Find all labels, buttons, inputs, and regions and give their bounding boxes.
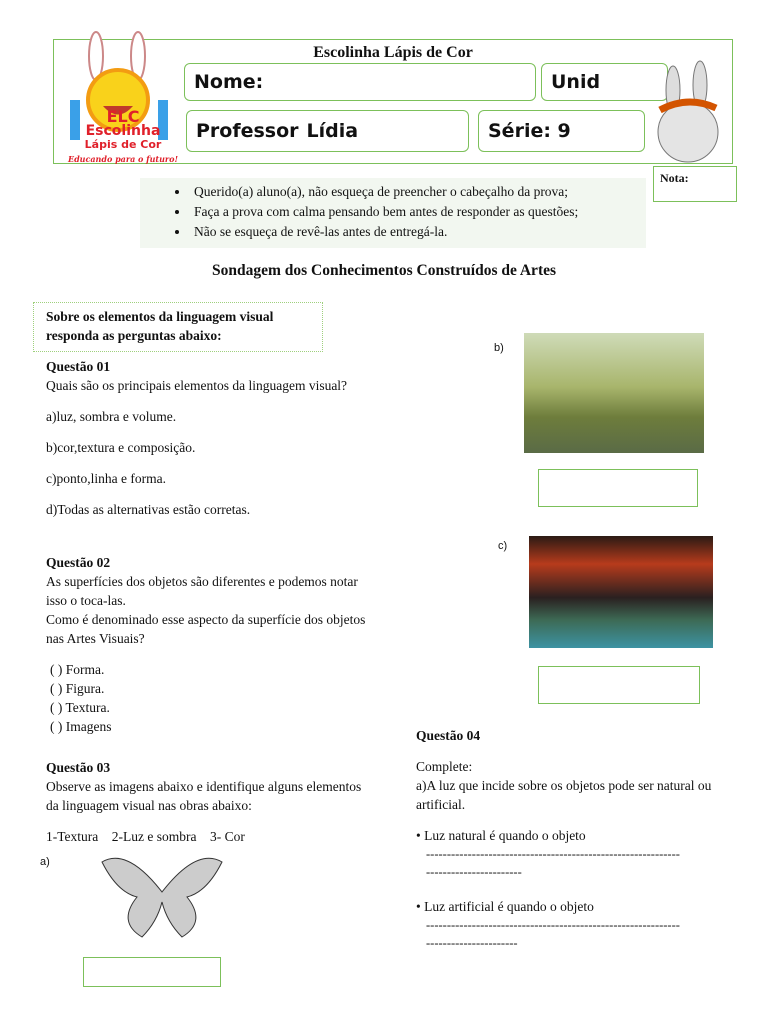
bullet-natural: Luz natural é quando o objeto bbox=[424, 828, 586, 843]
butterfly-image bbox=[97, 852, 227, 942]
answer-line[interactable]: ------------------------------------------------------------- bbox=[426, 847, 680, 861]
option-forma[interactable]: ( ) Forma. bbox=[50, 662, 105, 677]
option-b[interactable]: b)cor,textura e composição. bbox=[46, 440, 196, 455]
answer-box-b[interactable] bbox=[538, 469, 698, 507]
intro-box: Sobre os elementos da linguagem visual responda as perguntas abaixo: bbox=[33, 302, 323, 352]
exam-title: Sondagem dos Conhecimentos Construídos de Artes bbox=[211, 262, 557, 279]
answer-box-c[interactable] bbox=[538, 666, 700, 704]
bunny-icon bbox=[648, 60, 728, 164]
question-2-text2: Como é denominado esse aspecto da superfície dos objetos nas Artes Visuais? bbox=[46, 612, 366, 646]
option-textura[interactable]: ( ) Textura. bbox=[50, 700, 110, 715]
logo-elc: ELC bbox=[106, 107, 140, 126]
option-d[interactable]: d)Todas as alternativas estão corretas. bbox=[46, 502, 251, 517]
answer-line[interactable]: ----------------------- bbox=[426, 865, 522, 879]
question-2-text: As superfícies dos objetos são diferentes e podemos notar isso o toca-las. bbox=[46, 574, 358, 608]
question-1 bbox=[46, 357, 376, 519]
instruction-item: • Faça a prova com calma pensando bem antes de responder as questões; bbox=[190, 202, 646, 222]
option-imagens[interactable]: ( ) Imagens bbox=[50, 719, 112, 734]
image-a-label: a) bbox=[40, 856, 50, 868]
question-3-title: Questão 03 bbox=[46, 760, 111, 775]
logo-lapis: Lápis de Cor bbox=[84, 138, 162, 151]
answer-line[interactable]: ---------------------- bbox=[426, 936, 518, 950]
question-1-title: Questão 01 bbox=[46, 359, 111, 374]
answer-box-a[interactable] bbox=[83, 957, 221, 987]
professor-name: Lídia bbox=[306, 120, 359, 142]
grade-box[interactable] bbox=[653, 166, 737, 202]
question-2 bbox=[46, 553, 376, 736]
question-4: Questão 04 Complete: a)A luz que incide sobre os objetos pode ser natural ou artificial. • Luz natural é quando o objeto ------------------------------------------------------------- ----------------------- • Luz artificial é quando o objeto ------------------------------------------------------------- ---------------------- bbox=[416, 726, 746, 952]
question-3-legend: 1-Textura 2-Luz e sombra 3- Cor bbox=[46, 829, 245, 844]
option-c[interactable]: c)ponto,linha e forma. bbox=[46, 471, 166, 486]
logo-slogan: Educando para o futuro! bbox=[67, 154, 178, 164]
question-3 bbox=[46, 758, 366, 846]
option-a[interactable]: a)luz, sombra e volume. bbox=[46, 409, 177, 424]
landscape-painting-image bbox=[524, 333, 704, 453]
bullet-artificial: Luz artificial é quando o objeto bbox=[424, 899, 594, 914]
instruction-item: • Não se esqueça de revê-las antes de entregá-la. bbox=[190, 222, 646, 242]
question-4-text: a)A luz que incide sobre os objetos pode ser natural ou artificial. bbox=[416, 778, 712, 812]
professor-label: Professor bbox=[196, 120, 299, 142]
name-field[interactable] bbox=[184, 63, 536, 101]
answer-line[interactable]: ------------------------------------------------------------- bbox=[426, 918, 680, 932]
unit-label: Unid bbox=[551, 71, 601, 93]
question-4-complete: Complete: bbox=[416, 759, 473, 774]
school-logo bbox=[58, 28, 188, 163]
serie-label: Série: 9 bbox=[488, 120, 571, 142]
question-4-title: Questão 04 bbox=[416, 728, 481, 743]
image-b-label: b) bbox=[494, 342, 504, 354]
logo-escolinha: Escolinha bbox=[85, 123, 161, 139]
option-figura[interactable]: ( ) Figura. bbox=[50, 681, 105, 696]
grade-label: Nota: bbox=[660, 171, 689, 185]
serie-field[interactable] bbox=[478, 110, 645, 152]
question-1-text: Quais são os principais elementos da linguagem visual? bbox=[46, 378, 348, 393]
school-title: Escolinha Lápis de Cor bbox=[313, 44, 473, 61]
question-2-title: Questão 02 bbox=[46, 555, 111, 570]
professor-field[interactable] bbox=[186, 110, 469, 152]
instruction-item: • Querido(a) aluno(a), não esqueça de preencher o cabeçalho da prova; bbox=[190, 182, 646, 202]
string-art-image bbox=[529, 536, 713, 648]
question-3-text: Observe as imagens abaixo e identifique alguns elementos da linguagem visual nas obras abaixo: bbox=[46, 779, 362, 813]
instructions-box bbox=[140, 178, 646, 248]
image-c-label: c) bbox=[498, 540, 508, 552]
name-label: Nome: bbox=[194, 71, 264, 93]
